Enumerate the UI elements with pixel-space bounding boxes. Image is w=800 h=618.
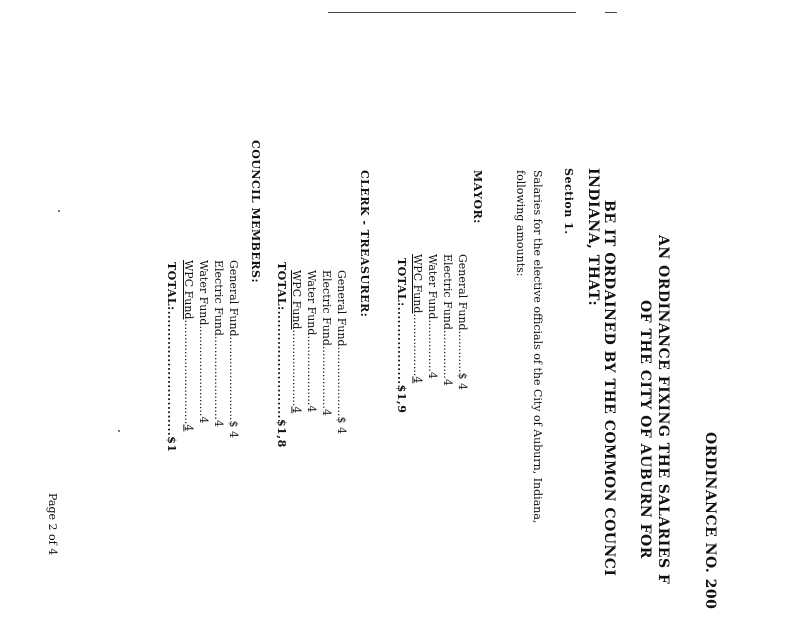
page-number: Page 2 of 4 xyxy=(46,493,59,556)
mayor-row xyxy=(442,254,453,386)
row-label: Water Fund xyxy=(305,270,318,336)
row-amount: 4 xyxy=(320,408,333,416)
dot-leader: ......................... xyxy=(275,310,288,419)
council-row xyxy=(213,260,224,427)
row-amount: 4 xyxy=(305,405,318,413)
title-line-1: AN ORDINANCE FIXING THE SALARIES F xyxy=(655,235,671,585)
row-amount: 4 xyxy=(197,416,210,424)
row-label: General Fund xyxy=(456,254,469,331)
row-label: Water Fund xyxy=(197,260,210,326)
title-line-2: OF THE CITY OF AUBURN FOR xyxy=(637,300,653,559)
section-text-line-1: Salaries for the elective officials of the City of Auburn, Indiana, xyxy=(531,170,544,524)
council-row xyxy=(183,260,194,431)
row-amount: $ 4 xyxy=(456,372,469,391)
total-label: TOTAL: xyxy=(275,262,288,311)
row-label: Electric Fund xyxy=(441,254,454,330)
row-amount: 4 xyxy=(411,376,424,384)
total-label: TOTAL: xyxy=(395,258,408,307)
row-amount: 4 xyxy=(441,378,454,386)
mayor-row xyxy=(457,254,468,390)
row-label: Electric Fund xyxy=(212,260,225,336)
dot-leader: .............. xyxy=(441,329,454,379)
scan-speck xyxy=(58,210,60,212)
ordinance-number: ORDINANCE NO. 200 xyxy=(702,432,718,610)
row-amount: $ 4 xyxy=(335,416,348,435)
scan-border-mark xyxy=(605,12,617,13)
clerk-treasurer-heading: CLERK - TREASURER: xyxy=(358,170,371,318)
dot-leader: ........................ xyxy=(212,335,225,420)
row-label: General Fund xyxy=(227,260,240,337)
dot-leader: ............ xyxy=(456,330,469,373)
row-amount: 4 xyxy=(290,406,303,414)
dot-leader: ...................... xyxy=(290,329,303,407)
total-amount: $1,8 xyxy=(275,418,288,448)
clerk-row xyxy=(306,270,317,412)
council-total xyxy=(166,262,177,453)
mayor-row xyxy=(427,254,438,379)
council-row xyxy=(228,260,239,438)
dot-leader: ........................ xyxy=(227,336,240,421)
council-row xyxy=(198,260,209,423)
dot-leader: .................. xyxy=(411,313,424,377)
dot-leader: .................... xyxy=(335,346,348,417)
row-amount: 4 xyxy=(426,371,439,379)
dot-leader: .................. xyxy=(320,345,333,409)
total-amount: $1,9 xyxy=(395,384,408,414)
clerk-row xyxy=(321,270,332,416)
row-label: General Fund xyxy=(335,270,348,347)
dot-leader: ............................. xyxy=(165,310,178,437)
row-label: WPC Fund xyxy=(182,260,195,320)
mayor-total xyxy=(396,258,407,413)
row-label: Water Fund xyxy=(426,254,439,320)
row-amount: 4 xyxy=(212,419,225,427)
mayor-row xyxy=(412,254,423,383)
row-label: WPC Fund xyxy=(290,270,303,330)
section-heading: Section 1. xyxy=(562,168,575,235)
row-amount: $ 4 xyxy=(227,420,240,438)
dot-leader: ............... xyxy=(426,319,439,372)
dot-leader: .................. xyxy=(395,306,408,385)
clerk-total xyxy=(276,262,287,448)
row-label: WPC Fund xyxy=(411,254,424,314)
section-text-line-2: following amounts: xyxy=(514,170,527,277)
enacting-line-1: BE IT ORDAINED BY THE COMMON COUNCI xyxy=(601,200,617,577)
enacting-line-2: INDIANA, THAT: xyxy=(585,168,601,307)
mayor-heading: MAYOR: xyxy=(471,170,484,224)
dot-leader: .......................... xyxy=(197,325,210,417)
dot-leader: .................... xyxy=(305,335,318,406)
total-label: TOTAL: xyxy=(165,262,178,311)
clerk-row xyxy=(336,270,347,434)
scan-speck xyxy=(118,430,120,432)
scan-border-line xyxy=(328,12,576,13)
row-label: Electric Fund xyxy=(320,270,333,346)
clerk-row xyxy=(291,270,302,413)
total-amount: $1 xyxy=(165,436,178,453)
council-members-heading: COUNCIL MEMBERS: xyxy=(249,140,262,284)
dot-leader: .............................. xyxy=(182,319,195,425)
row-amount: 4 xyxy=(182,424,195,432)
